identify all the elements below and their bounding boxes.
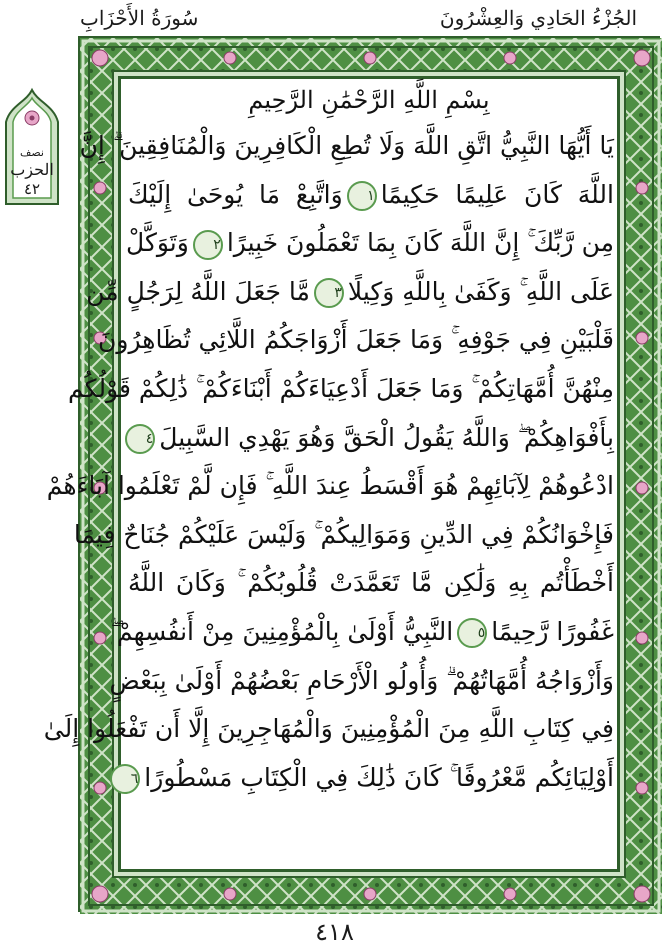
verse-text: اللَّهَ كَانَ عَلِيمًا حَكِيمًا	[380, 179, 614, 209]
page-number: ٤١٨	[315, 918, 354, 946]
hizb-marker	[2, 88, 62, 208]
verse-text: غَفُورًا رَّحِيمًا	[491, 616, 614, 646]
verse-text: بِأَفْوَاهِكُمْ ۖ وَاللَّهُ يَقُولُ الْحَقَّ وَهُوَ يَهْدِي السَّبِيلَ	[159, 422, 614, 452]
hizb-label-half: نصف	[20, 146, 44, 159]
verse-text: مِنْهُنَّ أُمَّهَاتِكُمْ ۚ وَمَا جَعَلَ أَدْعِيَاءَكُمْ أَبْنَاءَكُمْ ۚ ذَٰلِكُمْ قَوْلُكُم	[68, 373, 614, 403]
hizb-number: ٤٢	[23, 180, 41, 198]
hizb-label: الحزب	[10, 160, 54, 179]
ayah-number-icon: ٣	[314, 278, 344, 308]
ayah-number-icon: ٤	[125, 424, 155, 454]
verse-text: وَاتَّبِعْ مَا يُوحَىٰ إِلَيْكَ	[128, 179, 343, 209]
ayah-number-icon: ١	[347, 181, 377, 211]
ayah-number-icon: ٥	[457, 618, 487, 648]
verse-text: فَإِخْوَانُكُمْ فِي الدِّينِ وَمَوَالِيكُمْ ۚ وَلَيْسَ عَلَيْكُمْ جُنَاحٌ فِيمَا	[73, 519, 614, 549]
verse-line	[128, 754, 614, 803]
verse-text: أَوْلِيَائِكُم مَّعْرُوفًا ۚ كَانَ ذَٰلِكَ فِي الْكِتَابِ مَسْطُورًا	[144, 762, 614, 792]
verse-line	[128, 219, 614, 268]
verse-text: ادْعُوهُمْ لِآبَائِهِمْ هُوَ أَقْسَطُ عِندَ اللَّهِ ۚ فَإِن لَّمْ تَعْلَمُوا آبَاءَهُمْ	[46, 471, 614, 501]
ayah-number-icon: ٦	[110, 764, 140, 794]
verse-text: فِي كِتَابِ اللَّهِ مِنَ الْمُؤْمِنِينَ وَالْمُهَاجِرِينَ إِلَّا أَن تَفْعَلُوا إِلَىٰ	[43, 714, 614, 744]
juz-title: الجُزْءُ الحَادِي وَالعِشْرُونَ	[439, 6, 637, 30]
verse-line	[79, 122, 614, 171]
verse-text: مَّا جَعَلَ اللَّهُ لِرَجُلٍ مِّن	[86, 276, 310, 306]
verse-line	[46, 462, 614, 511]
verse-text: عَلَى اللَّهِ ۚ وَكَفَىٰ بِاللَّهِ وَكِيلًا	[347, 276, 614, 306]
surah-title: سُورَةُ الأَحْزَابِ	[80, 6, 199, 30]
quran-text	[43, 122, 614, 802]
verse-text: مِن رَّبِّكَ ۚ إِنَّ اللَّهَ كَانَ بِمَا تَعْمَلُونَ خَبِيرًا	[226, 228, 614, 258]
basmala: بِسْمِ اللَّهِ الرَّحْمَٰنِ الرَّحِيمِ	[248, 86, 490, 114]
verse-line	[86, 268, 614, 317]
verse-line	[128, 559, 614, 608]
verse-line	[109, 657, 614, 706]
verse-line	[68, 365, 614, 414]
verse-line	[128, 414, 614, 463]
verse-text: يَا أَيُّهَا النَّبِيُّ اتَّقِ اللَّهَ وَلَا تُطِعِ الْكَافِرِينَ وَالْمُنَافِقِينَ ۗ إِنَّ	[79, 131, 614, 160]
verse-line	[98, 316, 614, 365]
verse-line	[128, 171, 614, 220]
verse-text: وَأَزْوَاجُهُ أُمَّهَاتُهُمْ ۗ وَأُولُو الْأَرْحَامِ بَعْضُهُمْ أَوْلَىٰ بِبَعْضٍ	[109, 665, 614, 695]
verse-text: أَخْطَأْتُم بِهِ وَلَٰكِن مَّا تَعَمَّدَتْ قُلُوبُكُمْ ۚ وَكَانَ اللَّهُ	[128, 568, 614, 598]
verse-text: قَلْبَيْنِ فِي جَوْفِهِ ۚ وَمَا جَعَلَ أَزْوَاجَكُمُ اللَّائِي تُظَاهِرُونَ	[98, 325, 614, 355]
ayah-number-icon: ٢	[193, 230, 223, 260]
verse-text: وَتَوَكَّلْ	[126, 228, 189, 258]
verse-text: النَّبِيُّ أَوْلَىٰ بِالْمُؤْمِنِينَ مِنْ أَنفُسِهِمْ ۖ	[110, 616, 454, 646]
verse-line	[73, 511, 614, 560]
verse-line	[43, 705, 614, 754]
verse-line	[110, 608, 614, 657]
